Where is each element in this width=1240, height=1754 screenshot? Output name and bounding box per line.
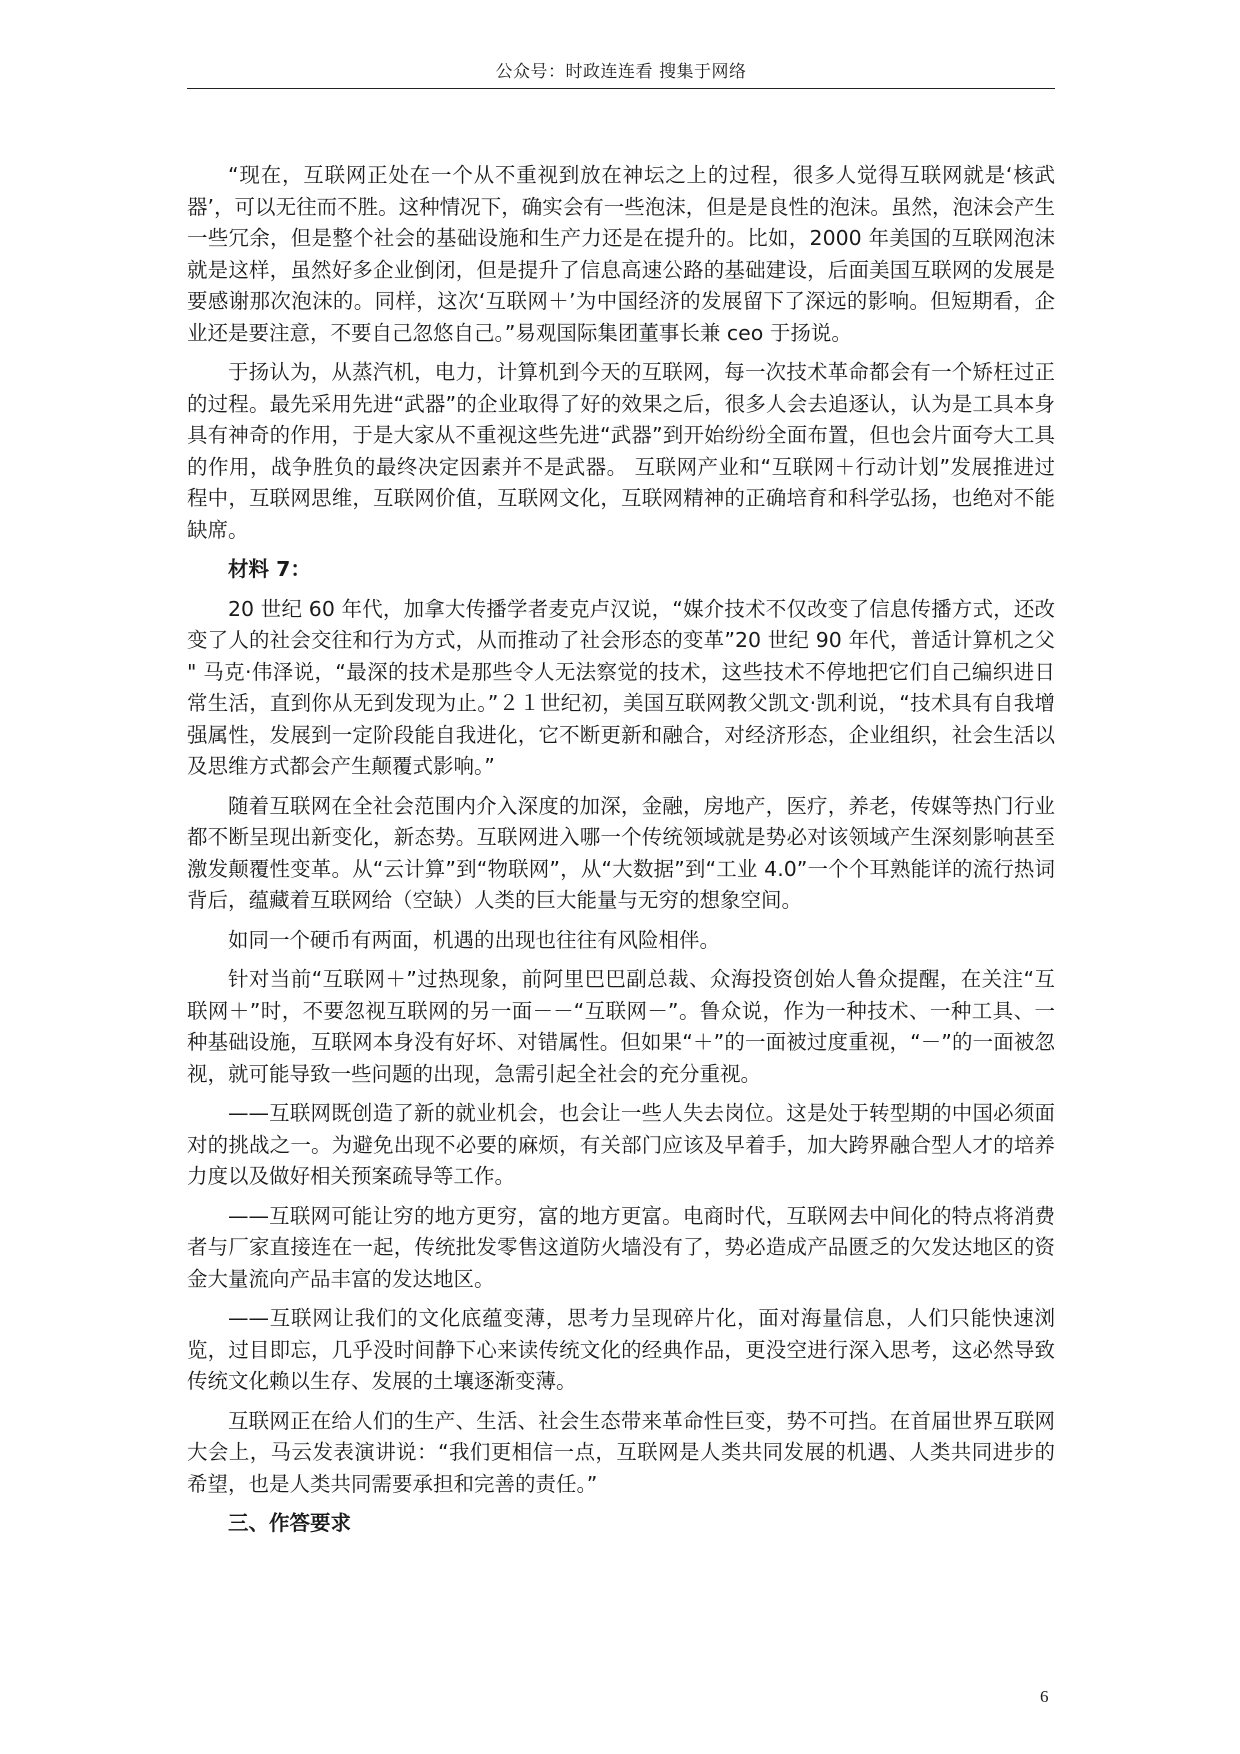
- page-number: 6: [1040, 1687, 1049, 1706]
- paragraph-jobs: ——互联网既创造了新的就业机会，也会让一些人失去岗位。这是处于转型期的中国必须面对的挑战之一。为避免出现不必要的麻烦，有关部门应该及早着手，加大跨界融合型人才的培养力度以及做好相关预案疏导等工作。: [187, 1101, 1055, 1188]
- paragraph-jack-ma: 互联网正在给人们的生产、生活、社会生态带来革命性巨变，势不可挡。在首届世界互联网大会上，马云发表演讲说：“我们更相信一点，互联网是人类共同发展的机遇、人类共同进步的希望，也是人类共同需要承担和完善的责任。”: [187, 1408, 1055, 1496]
- paragraph-culture: ——互联网让我们的文化底蕴变薄，思考力呈现碎片化，面对海量信息，人们只能快速浏览，过目即忘，几乎没时间静下心来读传统文化的经典作品，更没空进行深入思考，这必然导致传统文化赖以生存、发展的土壤逐渐变薄。: [187, 1306, 1055, 1393]
- paragraph-luzhong-warning: 针对当前“互联网＋”过热现象，前阿里巴巴副总裁、众海投资创始人鲁众提醒，在关注“互联网＋”时，不要忽视互联网的另一面－－“互联网－”。鲁众说，作为一种技术、一种工具、一种基础设施，互联网本身没有好坏、对错属性。但如果“＋”的一面被过度重视，“－”的一面被忽视，就可能导致一些问题的出现，急需引起全社会的充分重视。: [187, 967, 1055, 1086]
- section-heading-answer-requirements: 三、作答要求: [228, 1511, 351, 1535]
- paragraph-media-scholars: 20 世纪 60 年代，加拿大传播学者麦克卢汉说，“媒介技术不仅改变了信息传播方式，还改变了人的社会交往和行为方式，从而推动了社会形态的变革”20 世纪 90 年代，普适计算机之父 " 马克·伟泽说，“最深的技术是那些令人无法察觉的技术，这些技术不停地把它们自己编织进日常生活，直到你从无到发现为止。”２１世纪初，美国互联网教父凯文·凯利说，“技术具有自我增强属性，发展到一定阶段能自我进化，它不断更新和融合，对经济形态，企业组织，社会生活以及思维方式都会产生颠覆式影响。”: [187, 596, 1055, 778]
- paragraph-industry-change: 随着互联网在全社会范围内介入深度的加深，金融，房地产，医疗，养老，传媒等热门行业都不断呈现出新变化，新态势。互联网进入哪一个传统领域就是势必对该领域产生深刻影响甚至激发颠覆性变革。从“云计算”到“物联网”，从“大数据”到“工业 4.0”一个个耳熟能详的流行热词背后，蕴藏着互联网给（空缺）人类的巨大能量与无穷的想象空间。: [187, 793, 1055, 912]
- paragraph-coin-two-sides: 如同一个硬币有两面，机遇的出现也往往有风险相伴。: [228, 927, 720, 952]
- paragraph-wealth-gap: ——互联网可能让穷的地方更穷，富的地方更富。电商时代，互联网去中间化的特点将消费者与厂家直接连在一起，传统批发零售这道防火墙没有了，势必造成产品匮乏的欠发达地区的资金大量流向产品丰富的发达地区。: [187, 1203, 1055, 1291]
- section-heading-material-7: 材料 7：: [228, 557, 311, 581]
- page-header: [187, 58, 1055, 89]
- header-text: 公众号：时政连连看 搜集于网络: [495, 62, 747, 82]
- document-body: [187, 160, 1055, 1548]
- paragraph-yuyang-opinion: 于扬认为，从蒸汽机，电力，计算机到今天的互联网，每一次技术革命都会有一个矫枉过正的过程。最先采用先进“武器”的企业取得了好的效果之后，很多人会去追逐认，认为是工具本身具有神奇的作用，于是大家从不重视这些先进“武器”到开始纷纷全面布置，但也会片面夸大工具的作用，战争胜负的最终决定因素并不是武器。 互联网产业和“互联网＋行动计划”发展推进过程中，互联网思维，互联网价值，互联网文化，互联网精神的正确培育和科学弘扬，也绝对不能缺席。: [187, 360, 1055, 542]
- paragraph-yuyang-quote: “现在，互联网正处在一个从不重视到放在神坛之上的过程，很多人觉得互联网就是‘核武器’，可以无往而不胜。这种情况下，确实会有一些泡沫，但是是良性的泡沫。虽然，泡沫会产生一些冗余，但是整个社会的基础设施和生产力还是在提升的。比如，2000 年美国的互联网泡沫就是这样，虽然好多企业倒闭，但是提升了信息高速公路的基础建设，后面美国互联网的发展是要感谢那次泡沫的。同样，这次‘互联网＋’为中国经济的发展留下了深远的影响。但短期看，企业还是要注意，不要自己忽悠自己。”易观国际集团董事长兼 ceo 于扬说。: [187, 163, 1055, 345]
